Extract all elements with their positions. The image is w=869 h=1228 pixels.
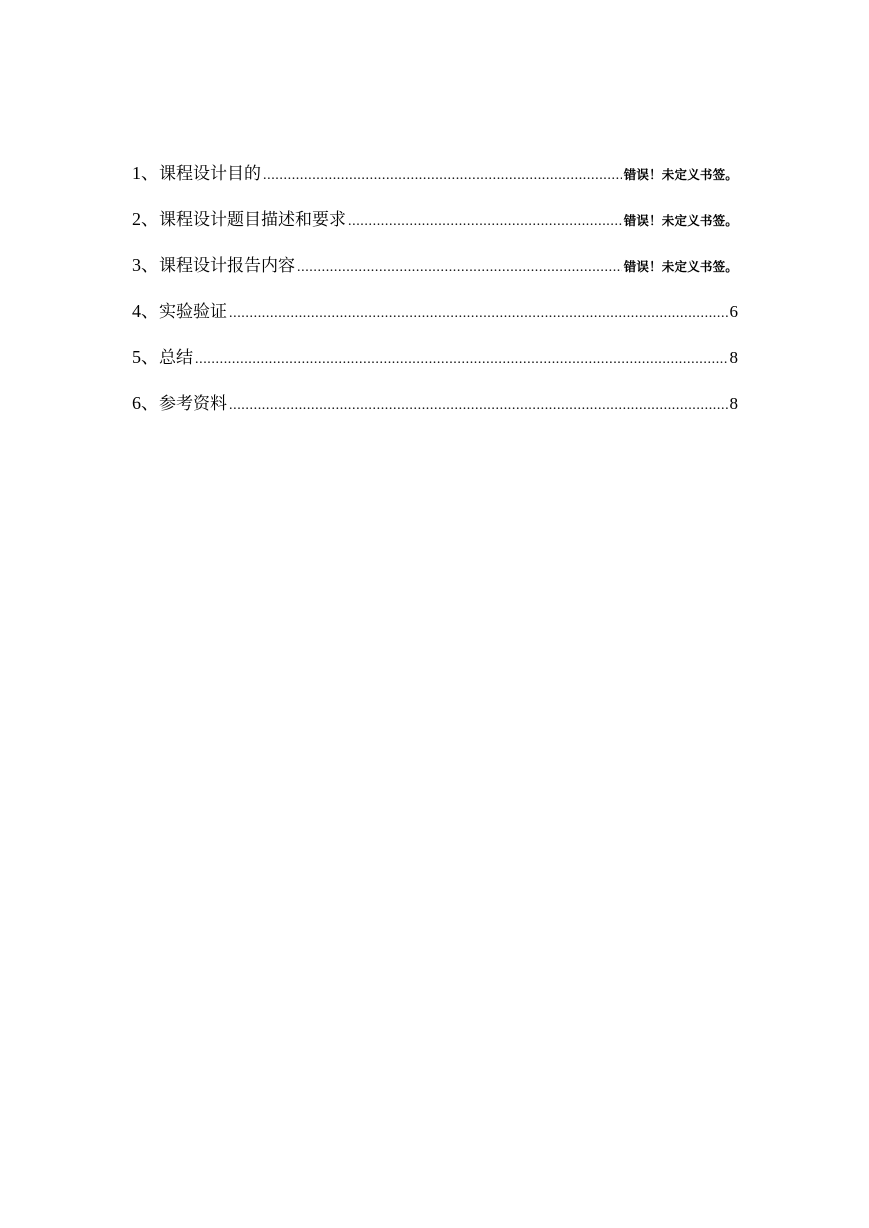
toc-dot-leader [297,254,622,282]
toc-entry-page: 8 [729,394,738,413]
toc-entry-page: 错误！未定义书签。 [623,259,738,274]
toc-entry-title: 总结 [159,348,193,368]
toc-entry[interactable] [132,159,738,205]
toc-dot-leader [263,162,622,190]
toc-entry-title: 课程设计目的 [159,164,261,184]
toc-entry-page: 错误！未定义书签。 [623,213,738,228]
toc-entry-number: 2、 [132,209,159,229]
toc-entry-title: 课程设计报告内容 [159,256,295,276]
toc-entry[interactable] [132,297,738,343]
toc-entry-title: 课程设计题目描述和要求 [159,210,346,230]
toc-entry[interactable] [132,251,738,297]
toc-entry-title: 参考资料 [159,394,227,414]
toc-entry-page: 错误！未定义书签。 [623,167,738,182]
toc-entry-number: 1、 [132,163,159,183]
toc-entry-number: 5、 [132,347,159,367]
toc-entry-title: 实验验证 [159,302,227,322]
toc-entry-page: 6 [729,302,738,321]
toc-entry-number: 4、 [132,301,159,321]
table-of-contents [132,159,738,435]
toc-dot-leader [348,208,622,236]
toc-entry[interactable] [132,343,738,389]
toc-entry[interactable] [132,389,738,435]
toc-dot-leader [229,300,728,328]
toc-entry-number: 3、 [132,255,159,275]
toc-dot-leader [229,392,728,420]
toc-entry-number: 6、 [132,393,159,413]
toc-dot-leader [195,346,728,374]
toc-entry-page: 8 [729,348,738,367]
toc-entry[interactable] [132,205,738,251]
